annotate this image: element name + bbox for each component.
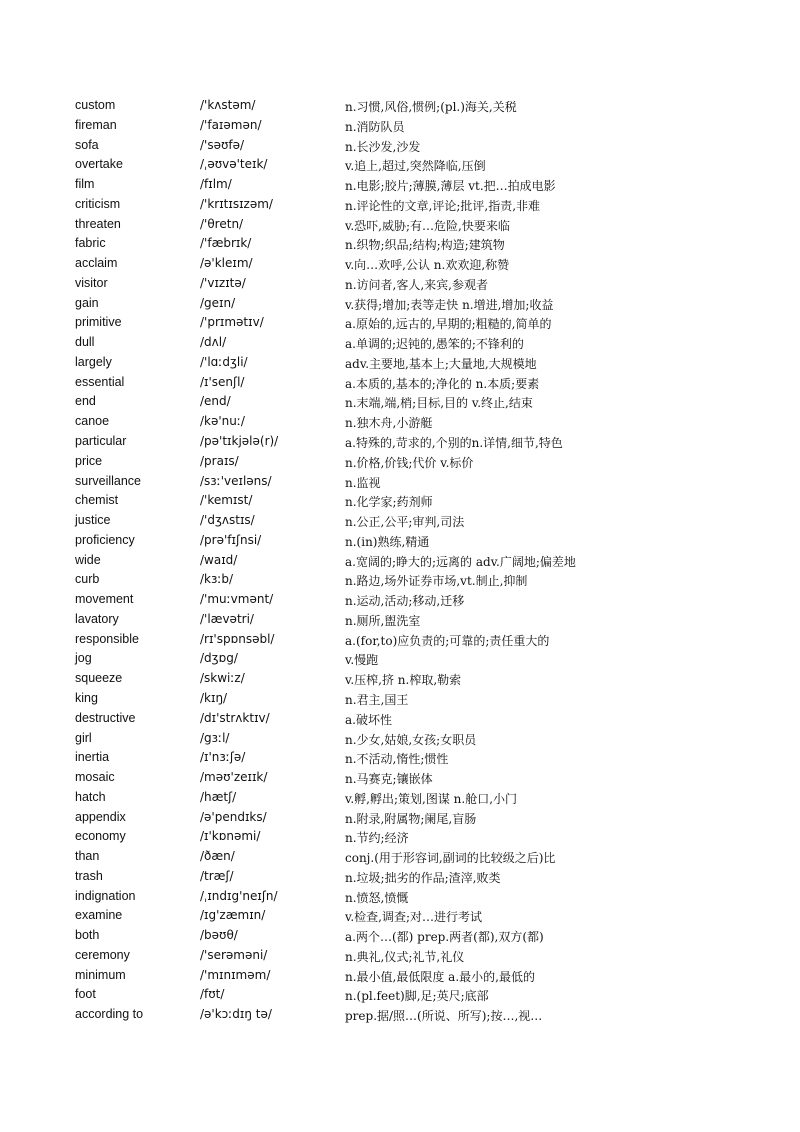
vocabulary-row [0, 551, 800, 571]
vocab-phonetic: /ɪ'nɜːʃə/ [200, 750, 246, 765]
vocab-word: largely [75, 354, 112, 369]
vocab-definition: n.评论性的文章,评论;批评,指责,非难 [345, 198, 541, 213]
vocab-definition: v.慢跑 [345, 653, 379, 668]
vocabulary-row [0, 788, 800, 808]
vocab-definition: n.长沙发,沙发 [345, 139, 421, 154]
vocab-definition: a.(for,to)应负责的;可靠的;责任重大的 [345, 633, 550, 648]
vocab-word: inertia [75, 750, 110, 765]
vocab-word: essential [75, 374, 125, 389]
vocab-definition: n.垃圾;拙劣的作品;渣滓,败类 [345, 870, 501, 885]
vocab-phonetic: /kɪŋ/ [200, 690, 228, 705]
vocab-phonetic: /kə'nuː/ [200, 414, 245, 429]
vocabulary-row [0, 313, 800, 333]
vocab-phonetic: /ɪ'kɒnəmi/ [200, 829, 261, 844]
vocab-definition: v.压榨,挤 n.榨取,勒索 [345, 673, 462, 688]
vocab-word: wide [75, 552, 101, 567]
vocab-phonetic: /hætʃ/ [200, 789, 237, 804]
vocab-definition: n.厕所,盥洗室 [345, 613, 421, 628]
vocab-word: overtake [75, 157, 123, 172]
vocab-phonetic: /end/ [200, 394, 231, 409]
vocab-word: trash [75, 868, 103, 883]
vocab-definition: n.化学家;药剂师 [345, 495, 433, 510]
vocabulary-row [0, 887, 800, 907]
vocab-definition: n.典礼,仪式;礼节,礼仪 [345, 949, 465, 964]
vocabulary-row [0, 1005, 800, 1025]
vocab-phonetic: /'muːvmənt/ [200, 592, 274, 607]
vocab-phonetic: /rɪ'spɒnsəbl/ [200, 631, 275, 646]
vocabulary-row [0, 610, 800, 630]
vocabulary-row [0, 511, 800, 531]
vocab-word: lavatory [75, 611, 119, 626]
vocabulary-row [0, 96, 800, 116]
vocabulary-row [0, 412, 800, 432]
vocab-phonetic: /dɪ'strʌktɪv/ [200, 710, 270, 725]
vocab-definition: v.向…欢呼,公认 n.欢欢迎,称赞 [345, 258, 510, 273]
vocabulary-row [0, 946, 800, 966]
vocab-definition: n.消防队员 [345, 119, 405, 134]
vocab-definition: v.孵,孵出;策划,图谋 n.舱口,小门 [345, 791, 518, 806]
vocab-word: threaten [75, 216, 121, 231]
vocab-definition: n.访问者,客人,来宾,参观者 [345, 277, 488, 292]
vocab-phonetic: /'kemɪst/ [200, 493, 253, 508]
vocabulary-row [0, 353, 800, 373]
vocabulary-row [0, 689, 800, 709]
vocab-phonetic: /ə'kleɪm/ [200, 256, 253, 271]
vocab-definition: n.不活动,惰性;惯性 [345, 752, 449, 767]
vocab-definition: v.获得;增加;表等走快 n.增进,增加;收益 [345, 297, 554, 312]
vocab-word: chemist [75, 493, 119, 508]
vocab-definition: n.附录,附属物;阑尾,盲肠 [345, 811, 477, 826]
vocab-word: mosaic [75, 770, 115, 785]
vocab-phonetic: /'krɪtɪsɪzəm/ [200, 196, 273, 211]
vocab-phonetic: /waɪd/ [200, 552, 238, 567]
vocab-word: destructive [75, 710, 136, 725]
vocabulary-row [0, 926, 800, 946]
vocabulary-row [0, 432, 800, 452]
vocab-word: than [75, 849, 100, 864]
vocab-word: both [75, 928, 100, 943]
vocab-definition: adv.主要地,基本上;大量地,大规模地 [345, 356, 537, 371]
vocab-word: primitive [75, 315, 122, 330]
vocab-phonetic: /'lævətri/ [200, 611, 254, 626]
vocabulary-row [0, 392, 800, 412]
vocabulary-row [0, 669, 800, 689]
vocab-phonetic: /dʌl/ [200, 335, 227, 350]
vocab-phonetic: /fʊt/ [200, 987, 225, 1002]
vocab-word: squeeze [75, 671, 123, 686]
vocab-phonetic: /ðæn/ [200, 849, 235, 864]
vocab-phonetic: /ˌəʊvə'teɪk/ [200, 157, 268, 172]
vocab-word: curb [75, 572, 100, 587]
vocabulary-row [0, 491, 800, 511]
vocab-word: movement [75, 592, 134, 607]
vocab-word: proficiency [75, 532, 135, 547]
vocab-phonetic: /sɜː'veɪləns/ [200, 473, 272, 488]
vocab-word: foot [75, 987, 96, 1002]
vocabulary-row [0, 116, 800, 136]
vocab-definition: a.单调的;迟钝的,愚笨的;不锋利的 [345, 337, 524, 352]
vocab-definition: v.追上,超过,突然降临,压倒 [345, 159, 486, 174]
vocab-definition: n.监视 [345, 475, 381, 490]
vocab-definition: conj.(用于形容词,副词的比较级之后)比 [345, 851, 556, 866]
vocab-definition: prep.据/照…(所说、所写);按…,视… [345, 1009, 543, 1024]
vocabulary-row [0, 294, 800, 314]
vocab-phonetic: /'prɪmətɪv/ [200, 315, 264, 330]
vocab-phonetic: /prə'fɪʃnsi/ [200, 532, 262, 547]
vocab-phonetic: /ə'kɔːdɪŋ tə/ [200, 1007, 272, 1022]
vocab-word: king [75, 690, 98, 705]
vocab-phonetic: /'kʌstəm/ [200, 98, 256, 112]
vocabulary-row [0, 847, 800, 867]
vocabulary-row [0, 373, 800, 393]
vocab-word: fabric [75, 236, 106, 251]
vocabulary-row [0, 570, 800, 590]
vocab-word: girl [75, 730, 92, 745]
vocabulary-row [0, 136, 800, 156]
vocabulary-row [0, 215, 800, 235]
vocab-word: criticism [75, 196, 121, 211]
vocab-definition: n.独木舟,小游艇 [345, 416, 433, 431]
vocab-definition: n.末端,端,梢;目标,目的 v.终止,结束 [345, 396, 533, 411]
vocab-phonetic: /skwiːz/ [200, 671, 245, 686]
vocab-word: custom [75, 98, 116, 112]
vocab-word: surveillance [75, 473, 142, 488]
vocab-word: particular [75, 434, 127, 449]
vocab-phonetic: /'θretn/ [200, 216, 244, 231]
vocabulary-row [0, 254, 800, 274]
vocab-word: minimum [75, 967, 126, 982]
vocab-definition: a.原始的,远古的,早期的;粗糙的,简单的 [345, 317, 552, 332]
vocab-word: indignation [75, 888, 136, 903]
vocab-definition: a.宽阔的;睁大的;远离的 adv.广阔地;偏差地 [345, 554, 576, 569]
vocab-word: price [75, 453, 103, 468]
vocab-word: gain [75, 295, 99, 310]
vocab-definition: n.习惯,风俗,惯例;(pl.)海关,关税 [345, 100, 517, 114]
vocab-phonetic: /ɪg'zæmɪn/ [200, 908, 266, 923]
vocab-definition: n.运动,活动;移动,迁移 [345, 594, 465, 609]
vocabulary-row [0, 867, 800, 887]
vocab-definition: n.价格,价钱;代价 v.标价 [345, 455, 474, 470]
vocab-word: fireman [75, 117, 117, 132]
vocab-word: economy [75, 829, 126, 844]
vocabulary-row [0, 966, 800, 986]
vocab-word: according to [75, 1007, 144, 1022]
vocabulary-list [0, 96, 800, 1025]
vocab-phonetic: /ˌɪndɪg'neɪʃn/ [200, 888, 278, 903]
vocab-word: examine [75, 908, 123, 923]
vocab-phonetic: /məʊ'zeɪɪk/ [200, 770, 268, 785]
vocab-word: end [75, 394, 96, 409]
vocab-definition: v.检查,调查;对…进行考试 [345, 910, 483, 925]
vocab-phonetic: /kɜːb/ [200, 572, 234, 587]
vocab-phonetic: /'lɑːdʒli/ [200, 354, 248, 369]
vocabulary-row [0, 630, 800, 650]
vocab-phonetic: /praɪs/ [200, 453, 239, 468]
vocab-word: film [75, 177, 95, 192]
vocab-definition: a.特殊的,苛求的,个别的n.详情,细节,特色 [345, 436, 563, 451]
vocab-word: jog [75, 651, 92, 666]
vocab-definition: a.破坏性 [345, 712, 392, 727]
vocab-word: dull [75, 335, 95, 350]
vocab-phonetic: /geɪn/ [200, 295, 236, 310]
vocabulary-row [0, 985, 800, 1005]
vocabulary-row [0, 649, 800, 669]
vocab-phonetic: /bəʊθ/ [200, 928, 238, 943]
vocab-phonetic: /dʒɒg/ [200, 651, 238, 666]
vocabulary-row [0, 472, 800, 492]
vocab-phonetic: /'mɪnɪməm/ [200, 967, 271, 982]
vocabulary-row [0, 155, 800, 175]
vocab-definition: n.少女,姑娘,女孩;女职员 [345, 732, 477, 747]
vocab-definition: n.电影;胶片;薄膜,薄层 vt.把…拍成电影 [345, 179, 556, 194]
vocab-word: responsible [75, 631, 139, 646]
vocab-definition: a.两个…(都) prep.两者(都),双方(都) [345, 930, 544, 945]
vocab-word: sofa [75, 137, 99, 152]
vocab-phonetic: /ə'pendɪks/ [200, 809, 267, 824]
vocab-definition: n.路边,场外证券市场,vt.制止,抑制 [345, 574, 528, 589]
vocab-definition: n.君主,国王 [345, 692, 409, 707]
vocabulary-row [0, 590, 800, 610]
vocab-definition: n.节约;经济 [345, 831, 409, 846]
vocab-definition: v.恐吓,威胁;有…危险,快要来临 [345, 218, 510, 233]
vocab-phonetic: /'faɪəmən/ [200, 117, 262, 132]
vocab-phonetic: /'fæbrɪk/ [200, 236, 252, 251]
vocab-definition: n.(pl.feet)脚,足;英尺;底部 [345, 989, 489, 1004]
vocab-phonetic: /træʃ/ [200, 868, 234, 883]
vocabulary-row [0, 195, 800, 215]
vocab-phonetic: /'səʊfə/ [200, 137, 245, 152]
vocab-definition: n.最小值,最低限度 a.最小的,最低的 [345, 969, 535, 984]
vocab-definition: n.马赛克;镶嵌体 [345, 772, 433, 787]
vocab-word: visitor [75, 275, 108, 290]
vocab-phonetic: /'vɪzɪtə/ [200, 275, 246, 290]
vocab-phonetic: /gɜːl/ [200, 730, 230, 745]
vocab-word: acclaim [75, 256, 118, 271]
vocab-word: justice [75, 513, 111, 528]
vocabulary-row [0, 709, 800, 729]
vocab-definition: n.公正,公平;审判,司法 [345, 515, 465, 530]
vocabulary-row [0, 531, 800, 551]
vocabulary-row [0, 768, 800, 788]
vocabulary-row [0, 729, 800, 749]
vocabulary-row [0, 906, 800, 926]
vocab-word: appendix [75, 809, 126, 824]
vocab-word: ceremony [75, 947, 130, 962]
vocabulary-row [0, 175, 800, 195]
vocab-phonetic: /pə'tɪkjələ(r)/ [200, 434, 279, 449]
vocab-phonetic: /fɪlm/ [200, 177, 232, 192]
vocab-word: hatch [75, 789, 106, 804]
vocabulary-row [0, 274, 800, 294]
vocabulary-row [0, 333, 800, 353]
vocab-phonetic: /'dʒʌstɪs/ [200, 513, 255, 528]
vocabulary-row [0, 748, 800, 768]
vocabulary-row [0, 452, 800, 472]
vocabulary-row [0, 808, 800, 828]
vocab-definition: n.(in)熟练,精通 [345, 534, 430, 549]
vocabulary-row [0, 827, 800, 847]
vocab-word: canoe [75, 414, 110, 429]
vocab-phonetic: /'serəməni/ [200, 947, 268, 962]
vocab-definition: n.愤怒,愤慨 [345, 890, 409, 905]
vocabulary-row [0, 234, 800, 254]
vocab-phonetic: /ɪ'senʃl/ [200, 374, 245, 389]
vocab-definition: n.织物;织品;结构;构造;建筑物 [345, 238, 505, 253]
vocab-definition: a.本质的,基本的;净化的 n.本质;要素 [345, 376, 540, 391]
